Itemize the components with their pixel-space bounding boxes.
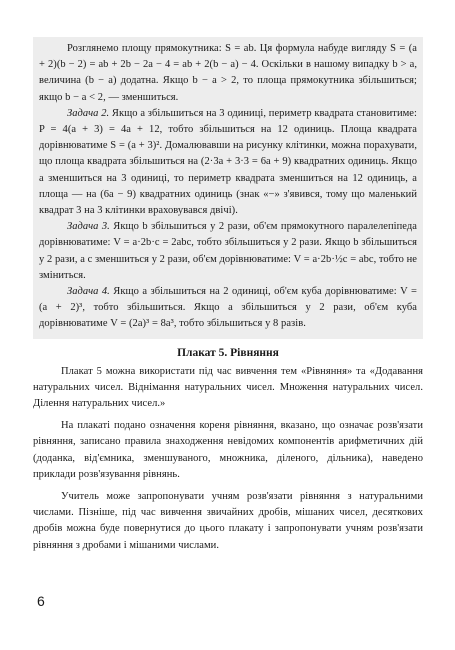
paragraph-task-3: Задача 3. Якщо b збільшиться у 2 рази, об'єм прямокутного паралелепіпеда дорівнюватиме: V = a·2b·c = 2abc, тобто збільшиться у 2 рази. Якщо b збільшиться у 2 рази, а c зменшиться у 2 рази, об'єм дорівнюватиме: V = a·2b·½c = abc, тобто не зміниться. (39, 221, 417, 281)
paragraph-task-2: Задача 2. Якщо a збільшиться на 3 одиниці, периметр квадрата становитиме: P = 4(a + 3) = 4a + 12, тобто збільшиться на 12 одиниць. Площа квадрата дорівнюватиме S = (a + 3)². Домалювавши на рисунку клітинки, можна порахувати, що площа квадрата збільшиться на (2·3a + 3·3 = 6a + 9) квадратних одиниць. Якщо a зменшиться на 3 одиниці, то периметр квадрата зменшиться на 12 одиниць, а площа — на (6a − 9) квадратних одиниць (знак «−» з'явився, тому що маленький квадрат 3 на 3 клітинки враховувався двічі). (39, 107, 417, 217)
task-3-label: Задача 3. (67, 221, 110, 233)
shaded-solutions-block (33, 37, 423, 339)
paragraph-area-rectangle: Розглянемо площу прямокутника: S = ab. Ця формула набуде вигляду S = (a + 2)(b − 2) = ab + 2b − 2a − 4 = ab + 2(b − a) − 4. Оскільки в нашому випадку b > a, величина (b − a) додатна. Якщо b − a > 2, то площа прямокутника збільшиться; якщо b − a < 2, — зменшиться. (39, 43, 417, 103)
section-paragraph-2: На плакаті подано означення кореня рівняння, вказано, що означає розв'язати рівняння, записано правила знаходження невідомих компонентів арифметичних дій (доданка, від'ємника, зменшуваного, множника, діленого, дільника), наведено приклади розв'язування рівнянь. (33, 420, 423, 480)
task-2-label: Задача 2. (67, 107, 110, 119)
page-number: 6 (37, 593, 45, 609)
section-paragraph-3: Учитель може запропонувати учням розв'язати рівняння з натуральними числами. Пізніше, під час вивчення звичайних дробів, мішаних чисел, десяткових дробів можна буде повернутися до цього плакату і запропонувати учням розв'язати рівняння з дробами і мішаними числами. (33, 491, 423, 551)
paragraph-task-4: Задача 4. Якщо a збільшиться на 2 одиниці, об'єм куба дорівнюватиме: V = (a + 2)³, тобто збільшиться. Якщо a збільшиться у 2 рази, об'єм куба дорівнюватиме V = (2a)³ = 8a³, тобто збільшиться у 8 разів. (39, 286, 417, 330)
page-body (33, 37, 423, 554)
section-paragraph-1: Плакат 5 можна використати під час вивчення тем «Рівняння» та «Додавання натуральних чисел. Віднімання натуральних чисел. Множення натуральних чисел. Ділення натуральних чисел.» (33, 365, 423, 410)
task-4-label: Задача 4. (67, 286, 110, 298)
section-heading: Плакат 5. Рівняння (177, 346, 279, 359)
